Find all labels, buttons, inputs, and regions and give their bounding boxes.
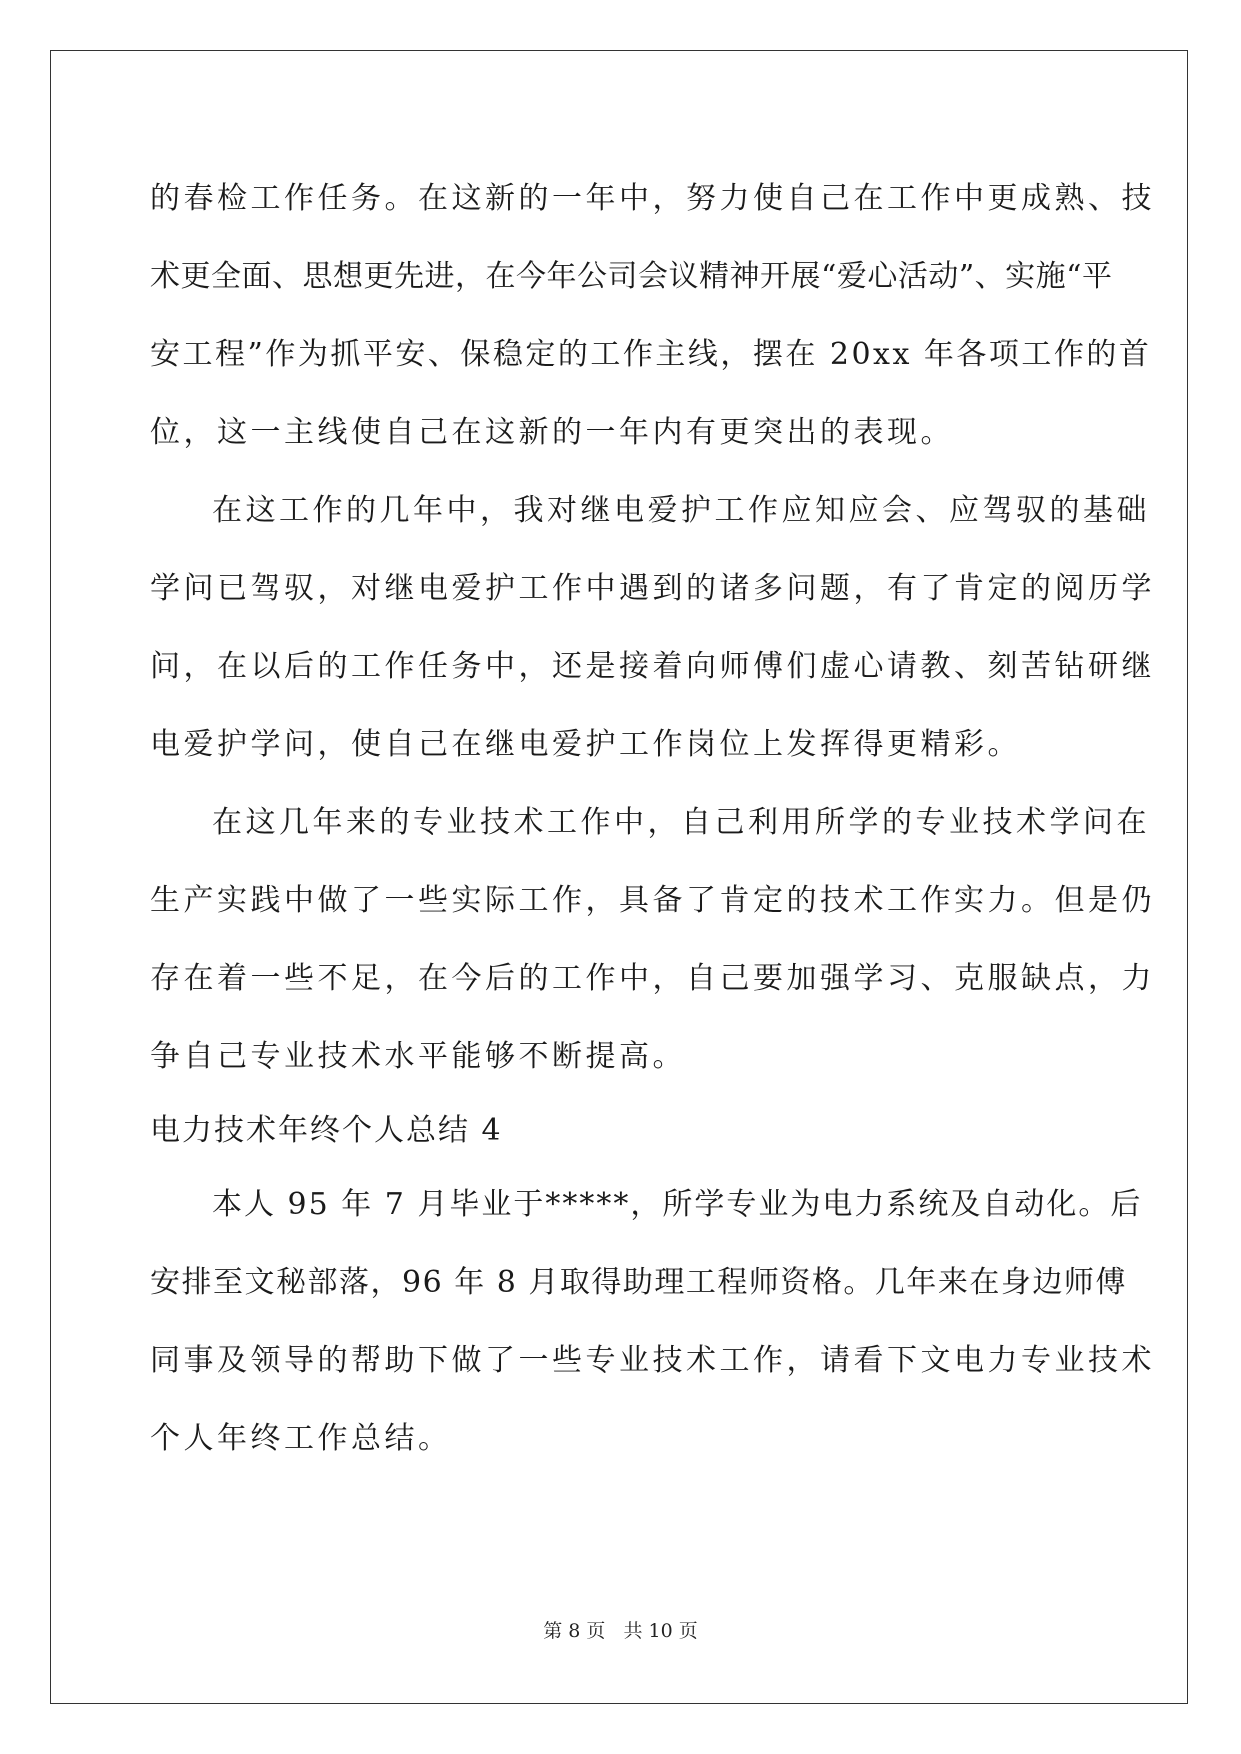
text-line: 个人年终工作总结。 — [150, 1421, 452, 1456]
text-line: 争自己专业技术水平能够不断提高。 — [150, 1039, 686, 1074]
text-line: 存在着一些不足，在今后的工作中，自己要加强学习、克服缺点，力 — [150, 961, 1155, 996]
text-line: 的春检工作任务。在这新的一年中，努力使自己在工作中更成熟、技 — [150, 181, 1155, 216]
section-heading: 电力技术年终个人总结 4 — [150, 1113, 503, 1148]
paragraph-1 — [150, 160, 1155, 472]
text-line: 在这工作的几年中，我对继电爱护工作应知应会、应驾驭的基础 — [212, 493, 1150, 528]
text-line: 学问已驾驭，对继电爱护工作中遇到的诸多问题，有了肯定的阅历学 — [150, 571, 1155, 606]
text-line: 术更全面、思想更先进，在今年公司会议精神开展“爱心活动”、实施“平 — [150, 259, 1113, 294]
paragraph-3 — [150, 784, 1155, 1096]
page-number-total: 共 10 页 — [623, 1620, 698, 1642]
document-body — [150, 160, 1155, 1478]
page-footer — [0, 1616, 1241, 1643]
page-number-current: 第 8 页 — [543, 1620, 606, 1642]
text-line: 生产实践中做了一些实际工作，具备了肯定的技术工作实力。但是仍 — [150, 883, 1155, 918]
text-line: 位，这一主线使自己在这新的一年内有更突出的表现。 — [150, 415, 954, 450]
text-line: 电爱护学问，使自己在继电爱护工作岗位上发挥得更精彩。 — [150, 727, 1021, 762]
text-line: 安排至文秘部落，96 年 8 月取得助理工程师资格。几年来在身边师傅 — [150, 1265, 1127, 1300]
text-line: 同事及领导的帮助下做了一些专业技术工作，请看下文电力专业技术 — [150, 1343, 1155, 1378]
text-line: 在这几年来的专业技术工作中，自己利用所学的专业技术学问在 — [212, 805, 1150, 840]
text-line: 本人 95 年 7 月毕业于*****，所学专业为电力系统及自动化。后 — [212, 1187, 1143, 1222]
paragraph-4 — [150, 1166, 1155, 1478]
text-line: 问，在以后的工作任务中，还是接着向师傅们虚心请教、刻苦钻研继 — [150, 649, 1155, 684]
text-line: 安工程”作为抓平安、保稳定的工作主线，摆在 20xx 年各项工作的首 — [150, 337, 1152, 372]
paragraph-2 — [150, 472, 1155, 784]
